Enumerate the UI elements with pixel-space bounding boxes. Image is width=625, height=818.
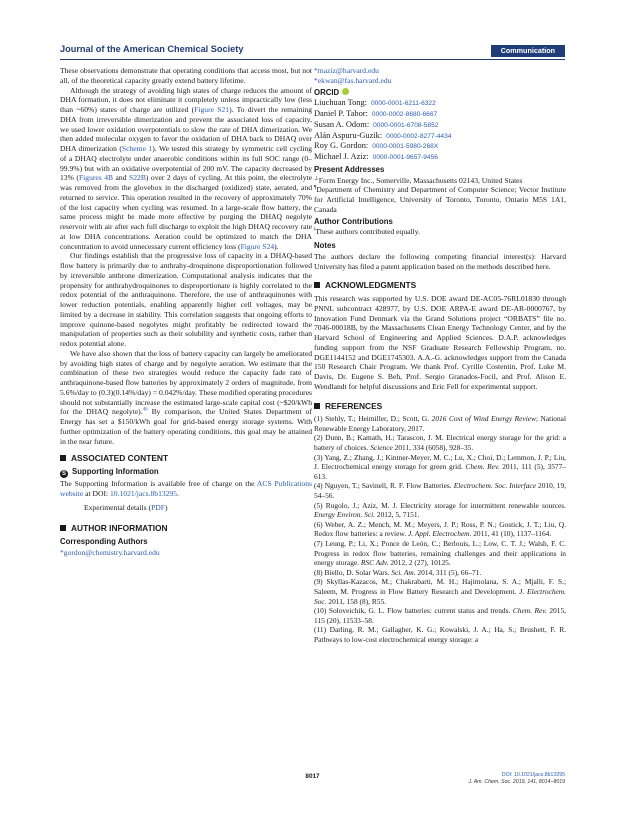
address-1: ⊥Form Energy Inc., Somerville, Massachusetts 02143, United States: [314, 175, 523, 185]
references-heading: REFERENCES: [314, 402, 566, 412]
reference-item: (10) Soloveichik, G. L. Flow batteries: current status and trends. Chem. Rev. 2015, 115 (20), 11533–58.: [314, 606, 567, 625]
reference-list: [314, 414, 566, 644]
footer-citation: [468, 772, 565, 786]
orcid-author-name: Daniel P. Tabor:: [314, 109, 368, 118]
supporting-info-heading: S Supporting Information: [61, 467, 159, 477]
email-aziz-link[interactable]: *maziz@harvard.edu: [314, 66, 379, 75]
reference-item: (7) Leung, P.; Li, X.; Ponce de León, C.; Berlouis, L.; Low, C. T. J.; Walsh, F. C. Progress in redox flow batteries, remaining challenges and their applications in energy storage. RSC Adv. 2012, 2 (27), 10125.: [314, 538, 566, 568]
orcid-heading: ORCID: [314, 88, 566, 98]
section-bullet-icon: [60, 455, 66, 461]
figure-s22b-link[interactable]: S22B: [129, 173, 146, 183]
journal-citation: J. Am. Chem. Soc. 2019, 141, 8014−8019: [468, 779, 565, 785]
orcid-row: [314, 109, 566, 120]
si-pdf-link[interactable]: PDF: [151, 502, 165, 512]
notes-heading: Notes: [314, 241, 336, 250]
section-bullet-icon: [314, 282, 320, 288]
orcid-id-link[interactable]: 0000-0001-6211-6322: [371, 100, 436, 108]
orcid-row: [314, 120, 566, 131]
author-contributions-heading: Author Contributions: [314, 216, 393, 226]
corresponding-authors-heading: Corresponding Authors: [60, 537, 148, 546]
reference-item: (2) Dunn, B.; Kamath, H.; Tarascon, J. M. Electrical energy storage for the grid: a battery of choices. Science 2011, 334 (6058), 928–35.: [314, 433, 566, 453]
reference-item: (3) Yang, Z.; Zhang, J.; Kintner-Meyer, M. C.; Lu, X.; Choi, D.; Lemmon, J. P.; Liu, J. Electrochemical energy storage for green grid. Chem. Rev. 2011, 111 (5), 3577–613.: [314, 452, 566, 481]
section-bullet-icon: [314, 403, 320, 409]
orcid-author-name: Michael J. Aziz:: [314, 152, 369, 161]
figure-s24-link[interactable]: Figure S24: [240, 241, 275, 251]
journal-title: Journal of the American Chemical Society: [60, 44, 244, 54]
supporting-info-text: The Supporting Information is available free of charge on the ACS Publications website at DOI: 10.1021/jacs.8b13295.: [60, 479, 312, 498]
orcid-author-name: Susan A. Odom:: [314, 119, 370, 129]
orcid-id-link[interactable]: 0000-0002-8277-4434: [386, 132, 452, 140]
present-addresses-heading: Present Addresses: [314, 164, 385, 174]
footer-doi-link[interactable]: DOI: 10.1021/jacs.8b13295: [501, 772, 565, 778]
acknowledgments-heading: ACKNOWLEDGMENTS: [314, 281, 566, 291]
reference-item: (8) Biello, D. Solar Wars. Sci. Am. 2014, 311 (5), 66–71.: [314, 567, 482, 577]
orcid-author-name: Alán Aspuru-Guzik:: [314, 130, 383, 140]
email-kwan-link[interactable]: *ekwan@fas.harvard.edu: [314, 75, 392, 85]
si-doi-link[interactable]: 10.1021/jacs.8b13295: [110, 488, 178, 498]
author-info-heading: AUTHOR INFORMATION: [60, 524, 312, 534]
right-column: [314, 66, 566, 645]
orcid-row: [314, 98, 566, 109]
paragraph-1: These observations demonstrate that operating conditions that access most, but not all, of the theoretical capacity greatly extend battery lifetime.: [60, 66, 312, 85]
acknowledgments-text: This research was supported by U.S. DOE award DE-AC05-76RL01830 through PNNL subcontract 428977, by U.S. DOE ARPA-E award DE-AR-0000767, by Innovation Fund Denmark via the Grand Solutions project “ORBATS” file no. 7046-00018B, by the Massachusetts Clean Energy Technology Center, and by the Harvard School of Engineering and Applied Sciences. D.A.P. acknowledges funding support from the NSF Graduate Research Fellowship Program, no. DGE1144152 and DGE1745303. A.A.-G. acknowledges support from the Canada 150 Research Chair Program. We thank Prof. Cyrille Costentin, Prof. Luke M. Davis, Dr. Eugene S. Beh, Prof. Sergio Granados-Focil, and Prof. Alison E. Wendlandt for helpful discussions and Eric Fell for experimental support.: [314, 294, 566, 391]
orcid-author-name: Liuchuan Tong:: [314, 98, 367, 108]
orcid-id-link[interactable]: 0000-0002-8680-6667: [371, 111, 438, 118]
paragraph-3: Our findings establish that the progressive loss of capacity in a DHAQ-based flow battery is primarily due to anthrahy-droquinone disproportionation followed by irreversible anthrone dimerization. Computational analysis indicates that the propensity for anthrahydroquinones to disproportionate is highly correlated to the redox potential of the anthraquinone. Therefore, the use of anthraquinones with lower reduction potentials, enabling apparently higher cell voltages, may be limited by a decrease in stability. This correlation suggests that ongoing efforts to improve quinone-based negolytes might profitably be redirected toward the manipulation of properties such as their solubility and synthetic costs, rather than redox potential alone.: [60, 251, 312, 348]
reference-item: (1) Stehly, T.; Heimiller, D.; Scott, G. 2016 Cost of Wind Energy Review; National Renewable Energy Laboratory, 2017.: [314, 414, 566, 433]
email-gordon-link[interactable]: *gordon@chemistry.harvard.edu: [60, 547, 160, 557]
figure-4b-link[interactable]: Figures 4B: [78, 173, 114, 183]
paragraph-2: Although the strategy of avoiding high states of charge reduces the amount of DHA formation, it does not eliminate it completely unless impractically low (less than ~60%) states of charge are utilized (Figure S21). To divert the remaining DHA from irreversible dimerization and prevent the associated loss of capacity, we used lower oxidation overpotentials to slow the rate of DHA dimerization. We then added molecular oxygen to favor the oxidation of DHA back to DHAQ over DHA dimerization (Scheme 1). We tested this strategy by symmetric cell cycling of a DHAQ electrolyte under anaerobic conditions within its full SOC range (0–99.9%) but with an oxidative overpotential of 200 mV. The capacity decreased by 13% (Figures 4B and S22B) over 2 days of cycling. At this point, the electrolyte was removed from the glovebox in the discharged (oxidized) state, aerated, and returned to service. This operation resulted in the recovery of approximately 70% of the lost capacity when cycling was resumed. In a large-scale flow battery, the same process might be made more effective by purging the DHAQ negolyte reservoir with air after each full discharge to exploit the high DHAQ recovery rate at low DHA concentrations. Aeration could be optimized to match the DHA concentration to avoid unnecessary current efficiency loss (Figure S24).: [60, 85, 312, 251]
scheme-1-link[interactable]: Scheme 1: [121, 144, 153, 153]
ref-46-link[interactable]: 46: [142, 407, 148, 413]
orcid-id-link[interactable]: 0000-0001-5980-268X: [372, 143, 439, 151]
orcid-id-link[interactable]: 0000-0001-6708-5852: [373, 121, 439, 129]
reference-item: (4) Nguyen, T.; Savinell, R. F. Flow Batteries. Electrochem. Soc. Interface 2010, 19, 54–56.: [314, 481, 566, 500]
orcid-row: [314, 131, 566, 142]
page-number: 8017: [305, 773, 320, 780]
orcid-row: [314, 152, 566, 163]
notes-text: The authors declare the following competing financial interest(s): Harvard University has filed a patent application based on the methods described here.: [314, 251, 566, 271]
orcid-row: [314, 141, 566, 152]
figure-s21-link[interactable]: Figure S21: [194, 105, 230, 114]
acs-website-link[interactable]: ACS Publications website: [60, 479, 312, 498]
orcid-icon: [342, 88, 349, 95]
section-bullet-icon: [60, 525, 66, 531]
address-2: ¶Department of Chemistry and Department of Computer Science; Vector Institute for Artificial Intelligence, University of Toronto, Toronto, Ontario M5S 1A1, Canada: [314, 185, 566, 214]
reference-item: (9) Skyllas-Kazacos, M.; Chakrabarti, M. H.; Hajimolana, S. A.; Mjalli, F. S.; Saleem, M. Progress in Flow Battery Research and Development. J. Electrochem. Soc. 2011, 158 (8), R55.: [314, 577, 566, 606]
orcid-author-name: Roy G. Gordon:: [314, 141, 369, 151]
orcid-list: [314, 98, 566, 163]
author-contributions: ‖These authors contributed equally.: [314, 227, 420, 237]
associated-content-heading: ASSOCIATED CONTENT: [60, 454, 312, 464]
left-column: [60, 66, 312, 558]
supporting-info-icon: S: [61, 471, 66, 477]
header-rule: [60, 59, 565, 60]
article-type-badge: Communication: [491, 45, 565, 57]
orcid-id-link[interactable]: 0000-0001-9657-9456: [372, 154, 438, 161]
page-header: [60, 44, 565, 60]
reference-item: (5) Rugolo, J.; Aziz, M. J. Electricity storage for intermittent renewable sources. Energy Environ. Sci. 2012, 5, 7151.: [314, 500, 566, 520]
reference-item: (6) Weber, A. Z.; Mench, M. M.; Meyers, J. P.; Ross, P. N.; Gostick, J. T.; Liu, Q. Redox flow batteries: a review. J. Appl. Electrochem. 2011, 41 (10), 1137–1164.: [314, 519, 566, 539]
paragraph-4: We have also shown that the loss of battery capacity can largely be ameliorated by avoiding high states of charge and by negolyte aeration. We estimate that the combination of these two strategies would reduce the capacity fade rate of anthraquinone-based flow batteries by approximately 2 orders of magnitude, from 5.6%/day to (0.3)(0.14%/day) = 0.042%/day. These modified operating procedures should not substantially increase the estimated large-scale capital cost (~$20/kWh for the DHAQ negolyte).$^{46}$ By comparison, the United States Department of Energy has set a $150/kWh goal for grid-based energy storage systems. With further optimization of the battery operating conditions, this goal may be attained in the near future.: [60, 348, 313, 446]
si-item: Experimental details (PDF): [84, 502, 168, 512]
reference-item: (11) Darling, R. M.; Gallagher, K. G.; Kowalski, J. A.; Ha, S.; Brushett, F. R. Pathways to low-cost electrochemical energy storage: a: [314, 625, 566, 644]
